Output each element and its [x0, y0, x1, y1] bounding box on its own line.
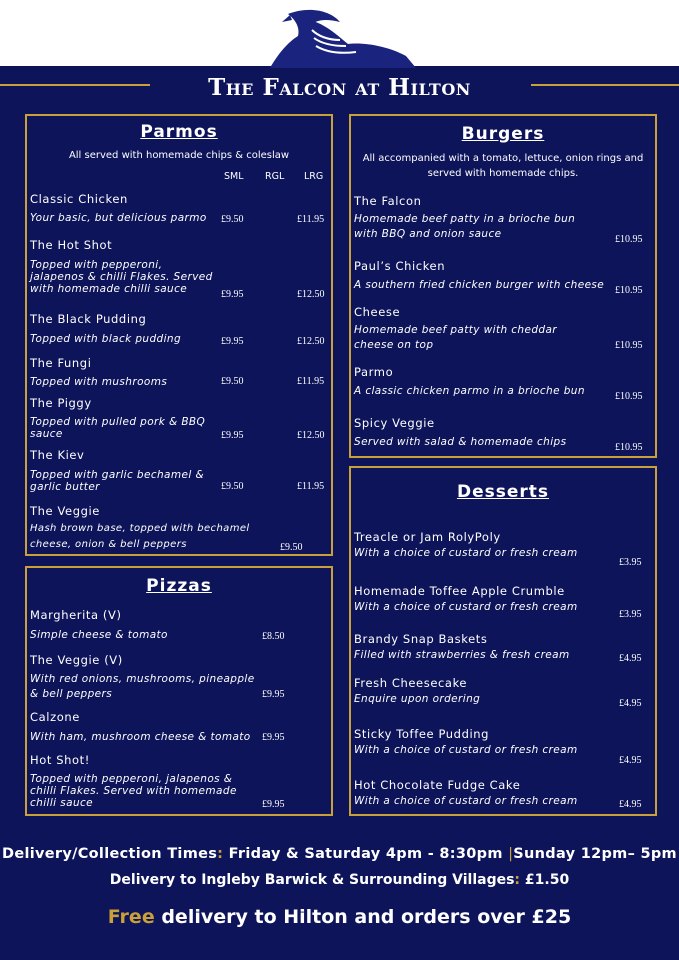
price-rgl: £9.50 [280, 542, 303, 553]
burger-price: £10.95 [615, 442, 643, 453]
free-delivery-banner [0, 906, 679, 928]
burgers-section [349, 114, 657, 458]
burger-price: £10.95 [615, 234, 643, 245]
price-lrg: £12.50 [297, 430, 325, 441]
menu-item-desc: Hash brown base, topped with bechamel [30, 523, 250, 534]
sunday-times: Sunday 12pm– 5pm [513, 846, 677, 862]
menu-item-desc: Topped with pepperoni, jalapenos & [30, 773, 233, 785]
pizza-price: £9.95 [262, 799, 285, 810]
menu-item-name: Spicy Veggie [354, 416, 435, 430]
burgers-subtitle: All accompanied with a tomato, lettuce, onion rings and [362, 153, 644, 164]
delivery-area-price: £1.50 [524, 872, 570, 888]
menu-item-desc: With ham, mushroom cheese & tomato [30, 731, 251, 743]
column-rgl: RGL [265, 171, 285, 182]
menu-item-desc: Topped with mushrooms [30, 376, 168, 388]
desserts-title: Desserts [456, 482, 550, 502]
dessert-price: £4.95 [619, 755, 642, 766]
menu-item-desc: With a choice of custard or fresh cream [354, 744, 578, 756]
burger-price: £10.95 [615, 285, 643, 296]
menu-item-desc: Served with salad & homemade chips [354, 436, 567, 448]
pizza-price: £8.50 [262, 631, 285, 642]
menu-item-desc: With a choice of custard or fresh cream [354, 601, 578, 613]
menu-item-name: Fresh Cheesecake [354, 676, 468, 690]
menu-item-desc: cheese, onion & bell peppers [30, 539, 187, 550]
menu-item-desc: Homemade beef patty in a brioche bun [354, 213, 576, 225]
menu-item-desc: chilli sauce [30, 797, 94, 809]
page-title: The Falcon at Hilton [208, 74, 471, 101]
menu-item-desc: & bell peppers [30, 688, 113, 700]
menu-item-desc: cheese on top [354, 339, 434, 351]
menu-item-desc: garlic butter [30, 481, 100, 493]
pizzas-title: Pizzas [146, 576, 212, 596]
menu-item-name: The Black Pudding [30, 312, 147, 326]
menu-item-desc: with homemade chilli sauce [30, 283, 188, 295]
delivery-times [0, 846, 679, 862]
menu-item-desc: Enquire upon ordering [354, 693, 481, 705]
menu-item-name: Sticky Toffee Pudding [354, 727, 490, 741]
menu-item-desc: Filled with strawberries & fresh cream [354, 649, 570, 661]
free-delivery-text: delivery to Hilton and orders over £25 [161, 906, 572, 928]
parmos-title: Parmos [140, 122, 218, 142]
menu-item-desc: Your basic, but delicious parmo [30, 212, 207, 224]
separator: | [508, 846, 514, 862]
price-lrg: £12.50 [297, 336, 325, 347]
menu-item-name: Hot Shot! [30, 753, 90, 767]
menu-item-desc: Topped with garlic bechamel & [30, 469, 205, 481]
dessert-price: £3.95 [619, 557, 642, 568]
burgers-title: Burgers [461, 124, 545, 144]
menu-item-desc: with BBQ and onion sauce [354, 228, 502, 240]
menu-item-desc: Topped with pulled pork & BBQ [30, 416, 206, 428]
price-sml: £9.50 [221, 214, 244, 225]
pizza-price: £9.95 [262, 732, 285, 743]
menu-item-name: Brandy Snap Baskets [354, 632, 488, 646]
menu-item-name: Margherita (V) [30, 608, 122, 622]
burger-price: £10.95 [615, 340, 643, 351]
menu-item-desc: jalapenos & chilli Flakes. Served [30, 271, 213, 283]
menu-item-desc: chilli Flakes. Served with homemade [30, 785, 237, 797]
menu-item-name: The Fungi [30, 356, 92, 370]
menu-item-desc: Topped with pepperoni, [30, 259, 163, 271]
colon: : [514, 872, 521, 888]
menu-item-name: Parmo [354, 365, 394, 379]
desserts-section [349, 466, 657, 816]
menu-item-name: The Piggy [30, 396, 92, 410]
menu-item-desc: sauce [30, 428, 63, 440]
parmos-subtitle: All served with homemade chips & coleslaw [68, 150, 290, 161]
colon: : [217, 846, 224, 862]
delivery-times-value: Friday & Saturday 4pm - 8:30pm [228, 846, 503, 862]
menu-item-desc: With a choice of custard or fresh cream [354, 795, 578, 807]
price-sml: £9.50 [221, 376, 244, 387]
falcon-head-logo [268, 6, 418, 70]
dessert-price: £4.95 [619, 653, 642, 664]
delivery-area-label: Delivery to Ingleby Barwick & Surrounding Villages [109, 872, 515, 888]
dessert-price: £4.95 [619, 799, 642, 810]
menu-item-name: Cheese [354, 305, 401, 319]
menu-item-name: The Hot Shot [30, 238, 113, 252]
menu-item-name: The Kiev [30, 448, 85, 462]
price-sml: £9.95 [221, 430, 244, 441]
delivery-times-label: Delivery/Collection Times [2, 846, 218, 862]
burger-price: £10.95 [615, 391, 643, 402]
menu-item-desc: Simple cheese & tomato [30, 629, 168, 641]
free-word: Free [107, 906, 155, 928]
menu-item-desc: With a choice of custard or fresh cream [354, 547, 578, 559]
dessert-price: £3.95 [619, 609, 642, 620]
menu-item-desc: A classic chicken parmo in a brioche bun [354, 385, 585, 397]
pizza-price: £9.95 [262, 689, 285, 700]
menu-item-desc: With red onions, mushrooms, pineapple [30, 673, 255, 685]
menu-item-desc: Topped with black pudding [30, 333, 182, 345]
dessert-price: £4.95 [619, 698, 642, 709]
menu-item-name: Paul’s Chicken [354, 259, 446, 273]
price-lrg: £11.95 [297, 214, 325, 225]
menu-item-name: The Falcon [354, 194, 422, 208]
burgers-subtitle: served with homemade chips. [427, 168, 579, 179]
menu-item-name: Hot Chocolate Fudge Cake [354, 778, 521, 792]
parmos-section [25, 114, 333, 556]
price-lrg: £11.95 [297, 481, 325, 492]
menu-item-name: Treacle or Jam RolyPoly [354, 530, 501, 544]
menu-item-name: Classic Chicken [30, 192, 128, 206]
price-lrg: £12.50 [297, 289, 325, 300]
price-lrg: £11.95 [297, 376, 325, 387]
pizzas-section [25, 566, 333, 816]
price-sml: £9.95 [221, 336, 244, 347]
menu-item-name: The Veggie [30, 504, 100, 518]
menu-item-name: Calzone [30, 710, 80, 724]
column-lrg: LRG [304, 171, 324, 182]
menu-item-desc: Homemade beef patty with cheddar [354, 324, 558, 336]
menu-item-name: The Veggie (V) [30, 653, 123, 667]
price-sml: £9.50 [221, 481, 244, 492]
menu-item-desc: A southern fried chicken burger with cheese [354, 279, 605, 291]
menu-item-name: Homemade Toffee Apple Crumble [354, 584, 565, 598]
column-sml: SML [224, 171, 244, 182]
delivery-area [0, 872, 679, 888]
price-sml: £9.95 [221, 289, 244, 300]
